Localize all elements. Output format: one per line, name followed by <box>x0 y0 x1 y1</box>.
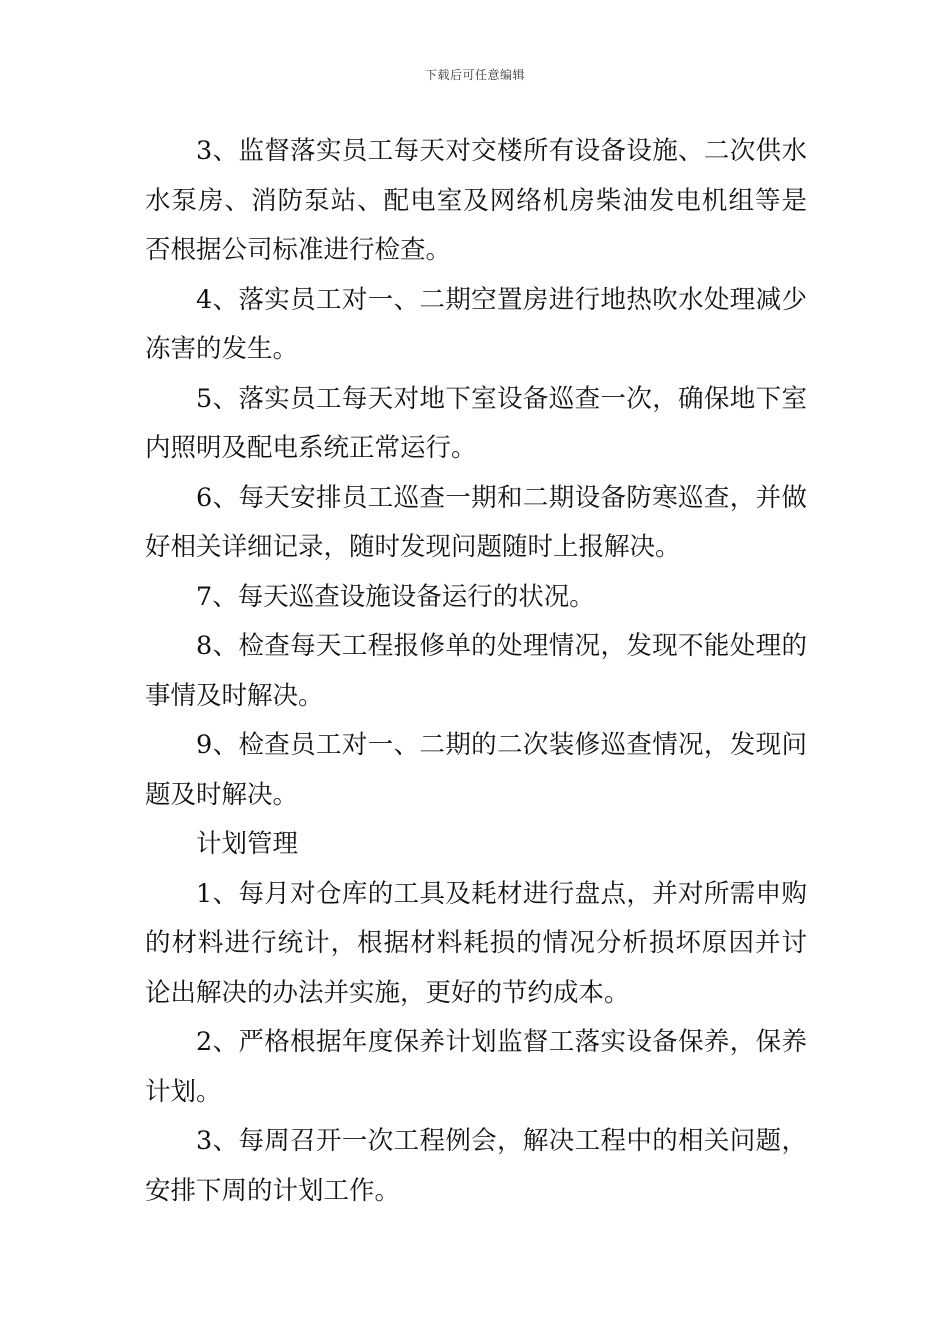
paragraph-item-3-inspection: 3、监督落实员工每天对交楼所有设备设施、二次供水水泵房、消防泵站、配电室及网络机房柴油发电机组等是否根据公司标准进行检查。 <box>145 136 807 265</box>
paragraph-item-4-vacant-rooms: 4、落实员工对一、二期空置房进行地热吹水处理减少冻害的发生。 <box>145 284 807 364</box>
paragraph-plan-3-weekly-meeting: 3、每周召开一次工程例会，解决工程中的相关问题，安排下周的计划工作。 <box>145 1126 807 1206</box>
download-note: 下载后可任意编辑 <box>424 68 525 82</box>
paragraph-item-7-patrol: 7、每天巡查设施设备运行的状况。 <box>196 581 595 612</box>
paragraph-item-5-basement: 5、落实员工每天对地下室设备巡查一次，确保地下室内照明及配电系统正常运行。 <box>145 383 807 463</box>
paragraph-item-6-cold-protection: 6、每天安排员工巡查一期和二期设备防寒巡查，并做好相关详细记录，随时发现问题随时上报解决。 <box>145 482 807 562</box>
paragraph-plan-1-warehouse: 1、每月对仓库的工具及耗材进行盘点，并对所需申购的材料进行统计，根据材料耗损的情况分析损坏原因并讨论出解决的办法并实施，更好的节约成本。 <box>145 878 807 1008</box>
section-heading-plan-management: 计划管理 <box>196 829 299 859</box>
paragraph-item-9-renovation: 9、检查员工对一、二期的二次装修巡查情况，发现问题及时解决。 <box>145 730 807 810</box>
document-body <box>145 127 807 1216</box>
paragraph-plan-2-maintenance: 2、严格根据年度保养计划监督工落实设备保养，保养计划。 <box>145 1027 807 1107</box>
paragraph-item-8-repair-orders: 8、检查每天工程报修单的处理情况，发现不能处理的事情及时解决。 <box>145 631 807 711</box>
